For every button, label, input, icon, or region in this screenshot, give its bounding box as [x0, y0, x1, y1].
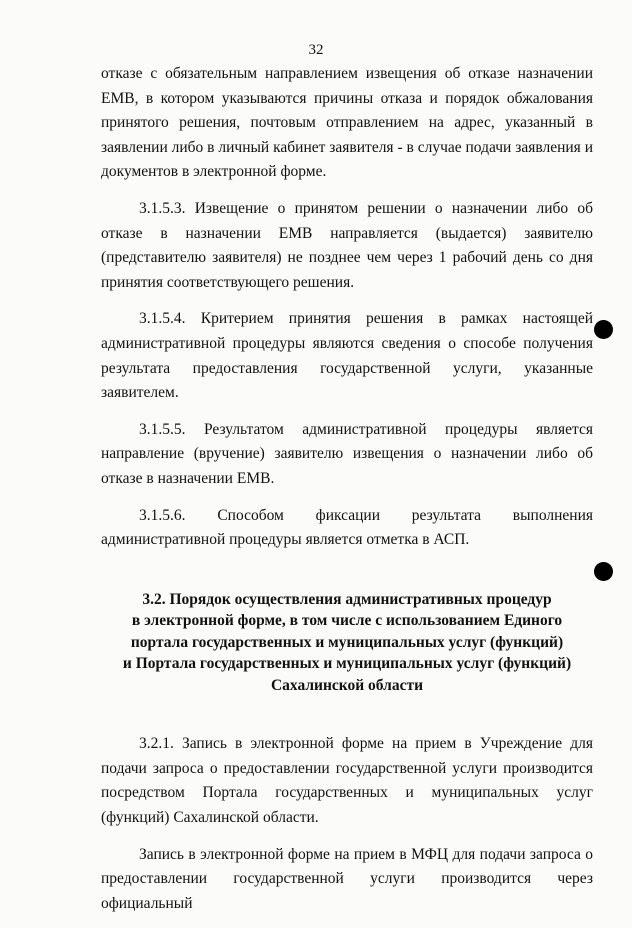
paragraph-3-1-5-5: 3.1.5.5. Результатом административной процедуры является направление (вручение) заявителю извещения о назначении либо об отказе в назначении ЕМВ. [101, 420, 593, 487]
section-heading-line: 3.2. Порядок осуществления административных процедур [142, 590, 552, 608]
section-heading-3-2 [101, 589, 593, 697]
paragraph-3-2-1: 3.2.1. Запись в электронной форме на прием в Учреждение для подачи запроса о предоставлении государственной услуги производится посредством Портала государственных и муниципальных услуг (функций) Сахалинской области. [101, 735, 593, 826]
page-number: 32 [308, 42, 324, 58]
paragraph-3-1-5-3: 3.1.5.3. Извещение о принятом решении о назначении либо об отказе в назначении ЕМВ направляется (выдается) заявителю (представителю заявителя) не позднее чем через 1 рабочий день со дня принятия соответствующего решения. [101, 199, 593, 291]
document-body [101, 62, 593, 928]
binder-hole [594, 562, 613, 581]
section-heading-line: портала государственных и муниципальных услуг (функций) [130, 633, 564, 651]
section-heading-line: и Портала государственных и муниципальных услуг (функций) [122, 655, 572, 673]
paragraph-notice-refusal: отказе с обязательным направлением извещения об отказе назначении ЕМВ, в котором указываются причины отказа и порядок обжалования принятого решения, почтовым отправлением на адрес, указанный в заявлении либо в личный кабинет заявителя - в случае подачи заявления и документов в электронной форме. [101, 65, 593, 181]
section-heading-line: Сахалинской области [270, 676, 424, 694]
paragraph-mfc-appointment: Запись в электронной форме на прием в МФЦ для подачи запроса о предоставлении государственной услуги производится через официальный [101, 845, 593, 912]
section-heading-line: в электронной форме, в том числе с использованием Единого [131, 612, 563, 630]
binder-hole [594, 320, 613, 339]
paragraph-3-1-5-4: 3.1.5.4. Критерием принятия решения в рамках настоящей административной процедуры являются сведения о способе получения результата предоставления государственной услуги, указанные заявителем. [101, 310, 593, 402]
paragraph-3-1-5-6: 3.1.5.6. Способом фиксации результата выполнения административной процедуры является отметка в АСП. [101, 506, 593, 549]
